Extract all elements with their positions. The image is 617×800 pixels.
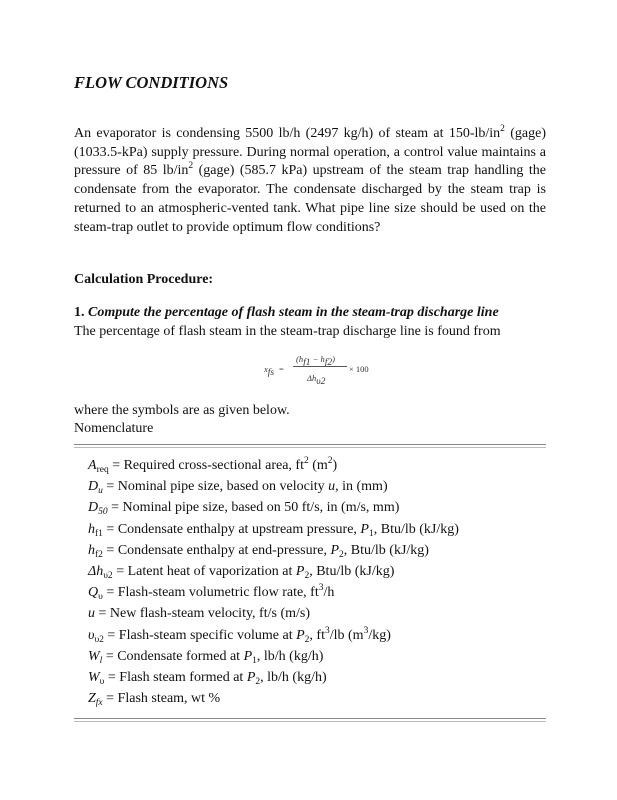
nomenclature-item: $D_u$ = Nominal pipe size, based on velocity u, in (mm) — [88, 479, 388, 497]
nomenclature-item: $W_\upsilon$ = Flash steam formed at $P_2$, lb/h (kg/h) — [88, 669, 327, 687]
formula-denominator: $\Delta h_{\upsilon 2}$ — [307, 373, 326, 387]
nomenclature-item: $D_{50}$ = Nominal pipe size, based on 50 ft/s, in (m/s, mm) — [88, 500, 400, 518]
section-heading: FLOW CONDITIONS — [74, 73, 229, 92]
fraction-bar — [293, 366, 347, 367]
nomenclature-item: $h_{f1}$ = Condensate enthalpy at upstream pressure, $P_1$, Btu/lb (kJ/kg) — [88, 521, 459, 539]
nomenclature-item: $\upsilon_{\upsilon 2}$ = Flash-steam specific volume at $P_2$, $ft^3/lb$ $(m^3/kg)$ — [88, 625, 391, 645]
nomenclature-item: $Q_\upsilon$ = Flash-steam volumetric flow rate, $ft^3/h$ — [88, 583, 335, 603]
formula-times-100: × 100 — [349, 364, 369, 374]
procedure-heading: Calculation Procedure: — [74, 272, 214, 287]
nomenclature-top-rule — [74, 444, 546, 448]
step-title: Compute the percentage of flash steam in the steam-trap discharge line — [88, 305, 499, 320]
nomenclature-title: Nomenclature — [74, 421, 154, 436]
step-description: The percentage of flash steam in the steam-trap discharge line is found from — [74, 324, 501, 339]
symbols-note: where the symbols are as given below. — [74, 403, 290, 418]
formula-lhs: $x_{fs}$ — [264, 364, 275, 378]
nomenclature-list — [88, 457, 459, 711]
nomenclature-item: u = New flash-steam velocity, ft/s (m/s) — [88, 606, 310, 622]
nomenclature-bottom-rule — [74, 718, 546, 722]
formula-numerator: $(h_{f1} - h_{f2})$ — [296, 354, 335, 368]
nomenclature-item: $W_l$ = Condensate formed at $P_1$, lb/h (kg/h) — [88, 648, 324, 666]
flash-steam-formula — [264, 352, 384, 388]
nomenclature-item: $Z_{fx}$ = Flash steam, wt % — [88, 691, 221, 709]
step-heading — [74, 305, 499, 321]
nomenclature-item: $A_{req}$ = Required cross-sectional area, $ft^2$ $(m^2)$ — [88, 456, 338, 475]
problem-statement: An evaporator is condensing 5500 lb/h (2497 kg/h) of steam at $150-lb/in^2$ (gage) (1033.5-kPa) supply pressure. During normal operation, a control value maintains a pressure of 85 $lb/in^2$ (gage) (585.7 kPa) upstream of the steam trap handling the condensate from the evaporator. The condensate discharged by the steam trap is returned to an atmospheric-vented tank. What pipe line size should be used on the steam-trap outlet to provide optimum flow conditions? — [74, 124, 546, 235]
step-number: 1. — [74, 305, 85, 320]
nomenclature-item: $\Delta h_{\upsilon 2}$ = Latent heat of vaporization at $P_2$, Btu/lb (kJ/kg) — [88, 563, 395, 581]
formula-equals: = — [279, 364, 284, 374]
nomenclature-item: $h_{f2}$ = Condensate enthalpy at end-pressure, $P_2$, Btu/lb (kJ/kg) — [88, 542, 429, 560]
